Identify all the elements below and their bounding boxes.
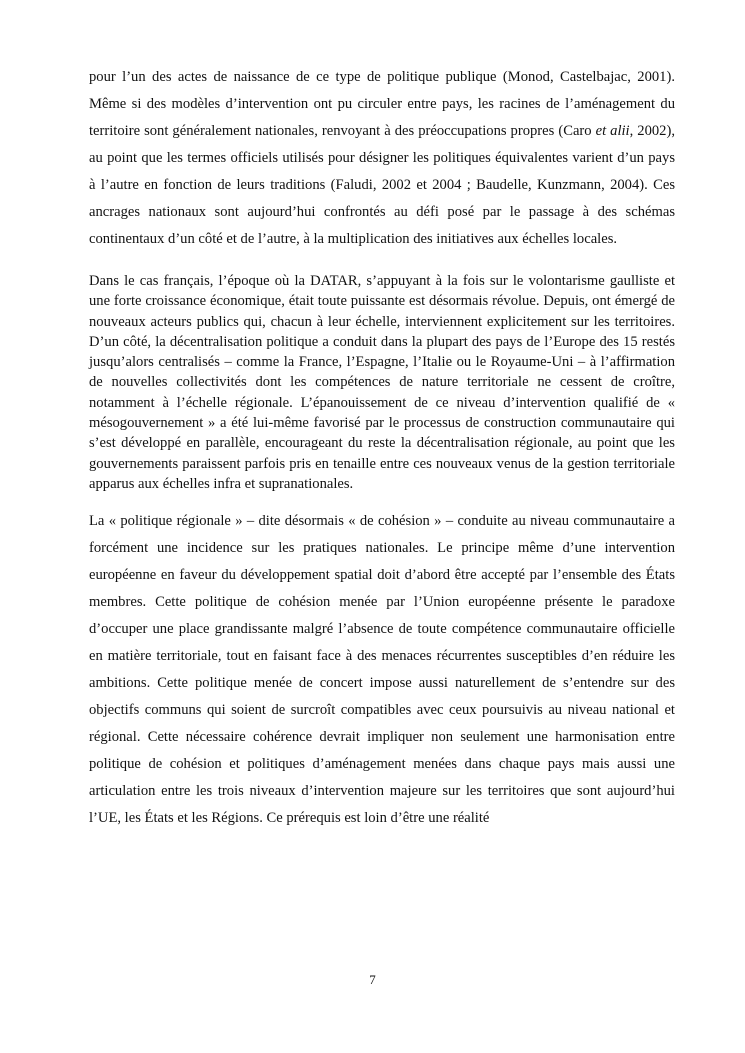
page-body xyxy=(89,64,675,832)
paragraph-3: La « politique régionale » – dite désormais « de cohésion » – conduite au niveau communautaire a forcément une incidence sur les pratiques nationales. Le principe même d’une intervention européenne en faveur du développement spatial doit d’abord être accepté par l’ensemble des États membres. Cette politique de cohésion menée par l’Union européenne présente le paradoxe d’occuper une place grandissante malgré l’absence de toute compétence communautaire officielle en matière territoriale, tout en faisant face à des menaces récurrentes susceptibles d’en réduire les ambitions. Cette politique menée de concert impose aussi naturellement de s’entendre sur des objectifs communs qui soient de surcroît compatibles avec ceux poursuivis au niveau national et régional. Cette nécessaire cohérence devrait impliquer non seulement une harmonisation entre politique de cohésion et politiques d’aménagement menées dans chaque pays mais aussi une articulation entre les trois niveaux d’intervention majeure sur les territoires que sont aujourd’hui l’UE, les États et les Régions. Ce prérequis est loin d’être une réalité xyxy=(89,513,675,827)
paragraph-1 xyxy=(89,64,675,253)
paragraph-2: Dans le cas français, l’époque où la DATAR, s’appuyant à la fois sur le volontarisme gaulliste et une forte croissance économique, était toute puissante est désormais révolue. Depuis, ont émergé de nouveaux acteurs publics qui, chacun à leur échelle, interviennent explicitement sur les territoires. D’un côté, la décentralisation politique a conduit dans la plupart des pays de l’Europe des 15 restés jusqu’alors centralisés – comme la France, l’Espagne, l’Italie ou le Royaume-Uni – à l’affirmation de nouvelles collectivités dont les compétences de nature territoriale ne cessent de croître, notamment à l’échelle régionale. L’épanouissement de ce niveau d’intervention qualifié de « mésogouvernement » a été lui-même favorisé par le processus de construction communautaire qui s’est développé en parallèle, encourageant du reste la décentralisation régionale, au point que les gouvernements paraissent parfois pris en tenaille entre ces nouveaux venus de la gestion territoriale apparus aux échelles infra et supranationales. xyxy=(89,273,675,492)
page-number: 7 xyxy=(369,972,376,987)
paragraph-1-et-alii: et alii xyxy=(595,123,630,139)
paragraph-1-text-a: pour l’un des actes de naissance de ce type de politique publique (Monod, Castelbajac, 2001). Même si des modèles d’intervention ont pu circuler entre pays, les racines de l’aménagement du territoire sont généralement nationales, renvoyant à des préoccupations propres (Caro xyxy=(89,69,675,139)
paragraph-1-text-b: , 2002), au point que les termes officiels utilisés pour désigner les politiques équivalentes varient d’un pays à l’autre en fonction de leurs traditions (Faludi, 2002 et 2004 ; Baudelle, Kunzmann, 2004). Ces ancrages nationaux sont aujourd’hui confrontés au défi posé par le passage à des schémas continentaux d’un côté et de l’autre, à la multiplication des initiatives aux échelles locales. xyxy=(89,123,675,247)
